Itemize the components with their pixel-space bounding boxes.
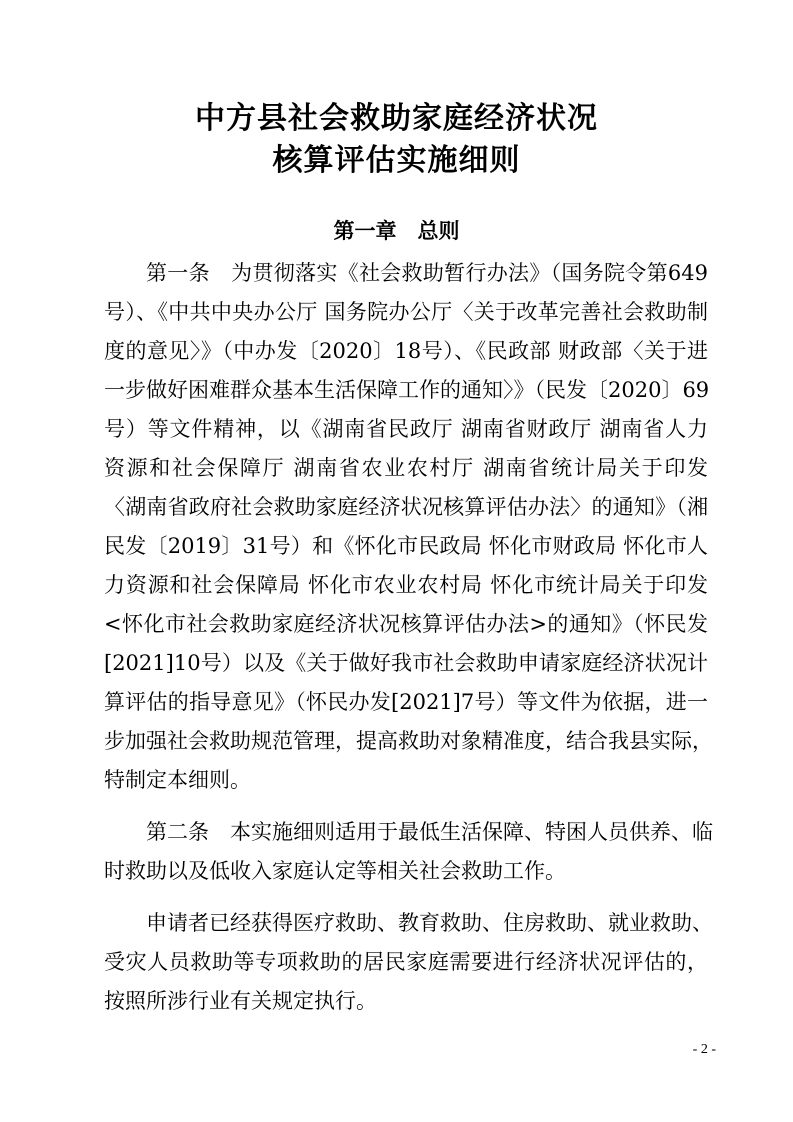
document-title-line-2: 核算评估实施细则 (272, 143, 521, 178)
paragraph-line: 力资源和社会保障局 怀化市农业农村局 怀化市统计局关于印发 (104, 573, 708, 597)
paragraph-line: 资源和社会保障厅 湖南省农业农村厅 湖南省统计局关于印发 (104, 456, 708, 480)
document-title-line-1: 中方县社会救助家庭经济状况 (195, 101, 598, 136)
paragraph-line: 号）等文件精神，以《湖南省民政厅 湖南省财政厅 湖南省人力 (104, 417, 708, 441)
paragraph-line: 度的意见〉》（中办发〔2020〕18号）、《民政部 财政部〈关于进 (104, 339, 708, 363)
paragraph-line: 步加强社会救助规范管理，提高救助对象精准度，结合我县实际， (104, 729, 713, 753)
paragraph-line: 〈湖南省政府社会救助家庭经济状况核算评估办法〉的通知》（湘 (104, 495, 708, 519)
paragraph-line: 算评估的指导意见》（怀民办发[2021]7号）等文件为依据，进一 (104, 690, 708, 714)
paragraph-line: 按照所涉行业有关规定执行。 (104, 989, 377, 1013)
paragraph-line: 受灾人员救助等专项救助的居民家庭需要进行经济状况评估的， (104, 950, 708, 974)
paragraph-line: 第二条 本实施细则适用于最低生活保障、特困人员供养、临 (146, 820, 713, 844)
paragraph-line: 申请者已经获得医疗救助、教育救助、住房救助、就业救助、 (146, 911, 713, 935)
page-number: - 2 - (692, 1042, 716, 1057)
paragraph-line: <怀化市社会救助家庭经济状况核算评估办法>的通知》（怀民发 (104, 612, 708, 636)
chapter-heading: 第一章 总则 (333, 219, 460, 243)
paragraph-line: 一步做好困难群众基本生活保障工作的通知〉》（民发〔2020〕69 (104, 378, 710, 402)
paragraph-line: 第一条 为贯彻落实《社会救助暂行办法》（国务院令第649 (146, 261, 708, 285)
paragraph-line: [2021]10号）以及《关于做好我市社会救助申请家庭经济状况计 (104, 651, 708, 675)
paragraph-line: 民发〔2019〕31号）和《怀化市民政局 怀化市财政局 怀化市人 (104, 534, 708, 558)
paragraph-line: 号）、《中共中央办公厅 国务院办公厅〈关于改革完善社会救助制 (104, 300, 708, 324)
paragraph-line: 时救助以及低收入家庭认定等相关社会救助工作。 (104, 859, 566, 883)
paragraph-line: 特制定本细则。 (104, 768, 251, 792)
